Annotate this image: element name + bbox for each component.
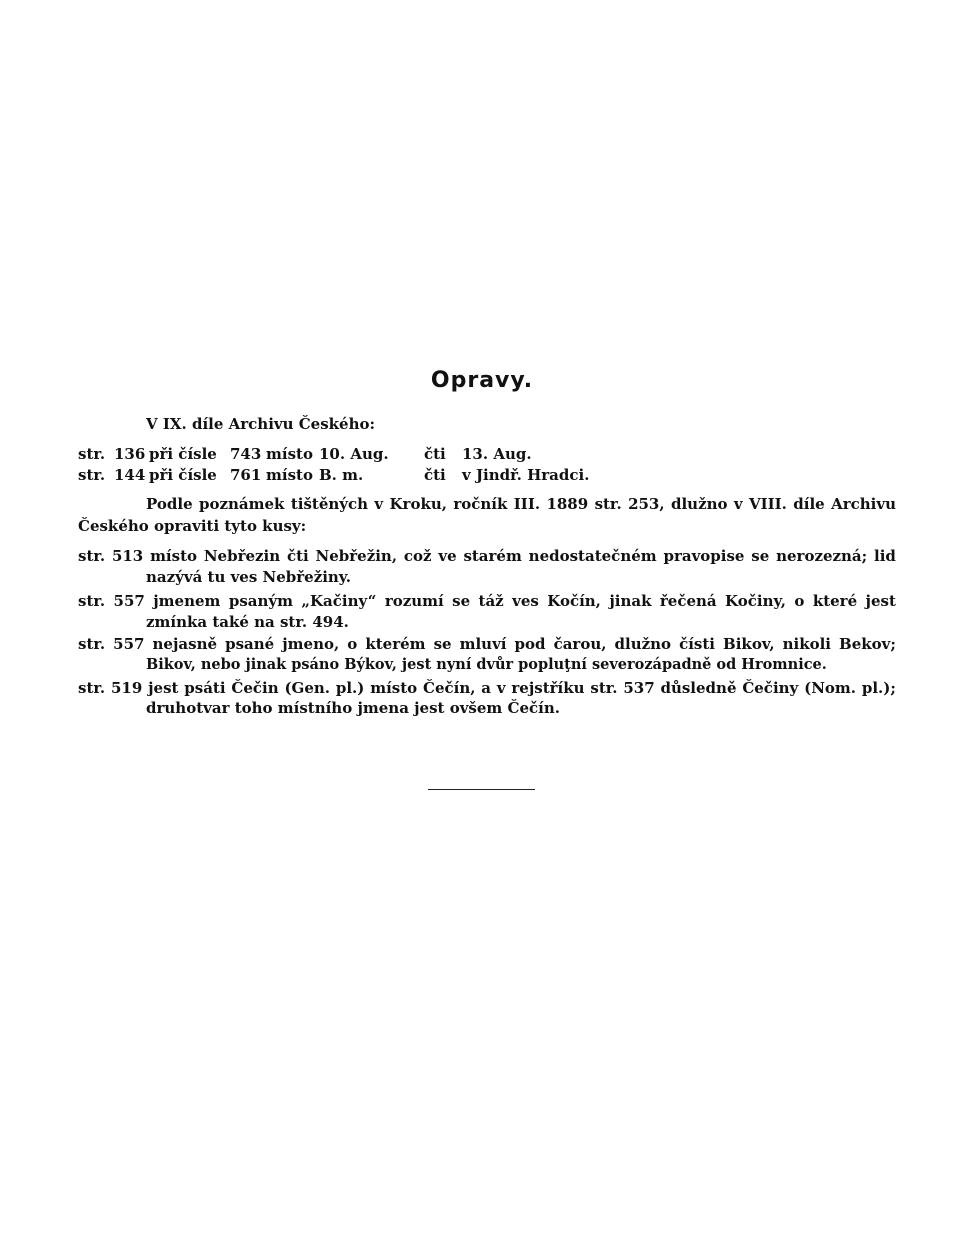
errata-row — [78, 444, 578, 464]
word: pl.); — [861, 679, 896, 697]
word: dlužno — [670, 495, 728, 513]
word: 1889 — [546, 495, 589, 513]
word: důsledně — [660, 679, 737, 697]
item-line-1 — [78, 591, 896, 611]
word: o — [794, 592, 805, 610]
word: tištěných — [290, 495, 369, 513]
word: str. — [78, 592, 106, 610]
word: místo — [150, 547, 198, 565]
word: o — [347, 635, 358, 653]
word: (Nom. — [804, 679, 857, 697]
word: str. — [78, 635, 106, 653]
item-line-2: druhotvar toho místního jmena jest ovšem Čečín. — [146, 699, 560, 717]
item-line-2: Bikov, nebo jinak psáno Býkov, jest nyní dvůr popluţní severozápadně od Hromnice. — [146, 656, 827, 673]
errata-wrong: 10. Aug. — [319, 445, 389, 463]
word: 253, — [628, 495, 665, 513]
word: (Gen. — [284, 679, 331, 697]
word: Kočín, — [547, 592, 601, 610]
word: v — [374, 495, 384, 513]
word: psáti — [184, 679, 226, 697]
errata-right: v Jindř. Hradci. — [462, 466, 590, 484]
word: čarou, — [553, 635, 607, 653]
word: Čečin — [231, 679, 279, 697]
heading: V IX. díle Archivu Českého: — [146, 415, 376, 433]
errata-number: 743 — [230, 445, 262, 463]
word: str. — [78, 679, 106, 697]
item-line-1 — [78, 678, 896, 698]
word: jinak — [609, 592, 652, 610]
errata-row — [78, 465, 598, 485]
word: psaným — [228, 592, 293, 610]
word: pravopise — [663, 547, 745, 565]
word: Bikov, — [723, 635, 775, 653]
errata-str: str. — [78, 466, 106, 484]
word: jest — [148, 679, 179, 697]
page-title: Opravy. — [430, 368, 534, 393]
errata-pri: při čísle — [149, 466, 217, 484]
word: místo — [370, 679, 418, 697]
word: str. — [594, 495, 622, 513]
word: v — [733, 495, 743, 513]
errata-cti: čti — [424, 466, 446, 484]
word: 557 — [113, 592, 145, 610]
errata-pri: při čísle — [149, 445, 217, 463]
word: Archivu — [831, 495, 896, 513]
errata-page: 136 — [114, 445, 146, 463]
word: „Kačiny“ — [301, 592, 377, 610]
word: čti — [286, 547, 309, 565]
word: jest — [865, 592, 896, 610]
word: str. — [590, 679, 618, 697]
item-line-1 — [78, 546, 896, 566]
word: Kroku, — [389, 495, 447, 513]
closing-rule — [428, 789, 535, 790]
word: čísti — [679, 635, 715, 653]
word: lid — [874, 547, 896, 565]
errata-wrong: B. m. — [319, 466, 364, 484]
word: starém — [463, 547, 522, 565]
word: poznámek — [199, 495, 285, 513]
word: psané — [225, 635, 275, 653]
word: III. — [513, 495, 541, 513]
word: pl.) — [335, 679, 365, 697]
word: Nebřežin, — [315, 547, 398, 565]
word: 519 — [110, 679, 143, 697]
errata-misto: místo — [266, 466, 313, 484]
word: řečená — [659, 592, 717, 610]
word: nejasně — [152, 635, 218, 653]
word: jmenem — [153, 592, 221, 610]
word: a — [481, 679, 492, 697]
word: Kočiny, — [725, 592, 786, 610]
word: díle — [793, 495, 825, 513]
word: které — [812, 592, 858, 610]
word: se — [433, 635, 452, 653]
errata-number: 761 — [230, 466, 262, 484]
word: Čečiny — [742, 679, 799, 697]
intro-line-2: Českého opraviti tyto kusy: — [78, 517, 307, 535]
word: ves — [512, 592, 539, 610]
item-line-2: zmínka také na str. 494. — [146, 613, 349, 631]
errata-str: str. — [78, 445, 106, 463]
word: dlužno — [614, 635, 672, 653]
word: se — [452, 592, 471, 610]
intro-line-1 — [146, 494, 896, 514]
word: nikoli — [782, 635, 831, 653]
word: 557 — [113, 635, 145, 653]
word: v — [496, 679, 506, 697]
word: ročník — [453, 495, 508, 513]
errata-misto: místo — [266, 445, 313, 463]
errata-right: 13. Aug. — [462, 445, 532, 463]
item-line-2: nazývá tu ves Nebřežiny. — [146, 568, 352, 586]
word: str. — [78, 547, 106, 565]
item-line-1 — [78, 634, 896, 654]
word: 513 — [111, 547, 144, 565]
errata-cti: čti — [424, 445, 446, 463]
word: rejstříku — [511, 679, 585, 697]
word: táž — [478, 592, 504, 610]
word: jmeno, — [282, 635, 340, 653]
word: VIII. — [748, 495, 787, 513]
errata-page: 144 — [114, 466, 146, 484]
word: ve — [438, 547, 457, 565]
word: nerozezná; — [776, 547, 868, 565]
word: se — [751, 547, 770, 565]
word: rozumí — [384, 592, 444, 610]
word: kterém — [365, 635, 426, 653]
word: Nebřezin — [203, 547, 281, 565]
word: Bekov; — [839, 635, 896, 653]
word: Čečín, — [423, 679, 476, 697]
word: Podle — [146, 495, 193, 513]
word: mluví — [459, 635, 507, 653]
word: 537 — [623, 679, 655, 697]
word: pod — [514, 635, 546, 653]
word: což — [403, 547, 432, 565]
word: nedostatečném — [528, 547, 657, 565]
